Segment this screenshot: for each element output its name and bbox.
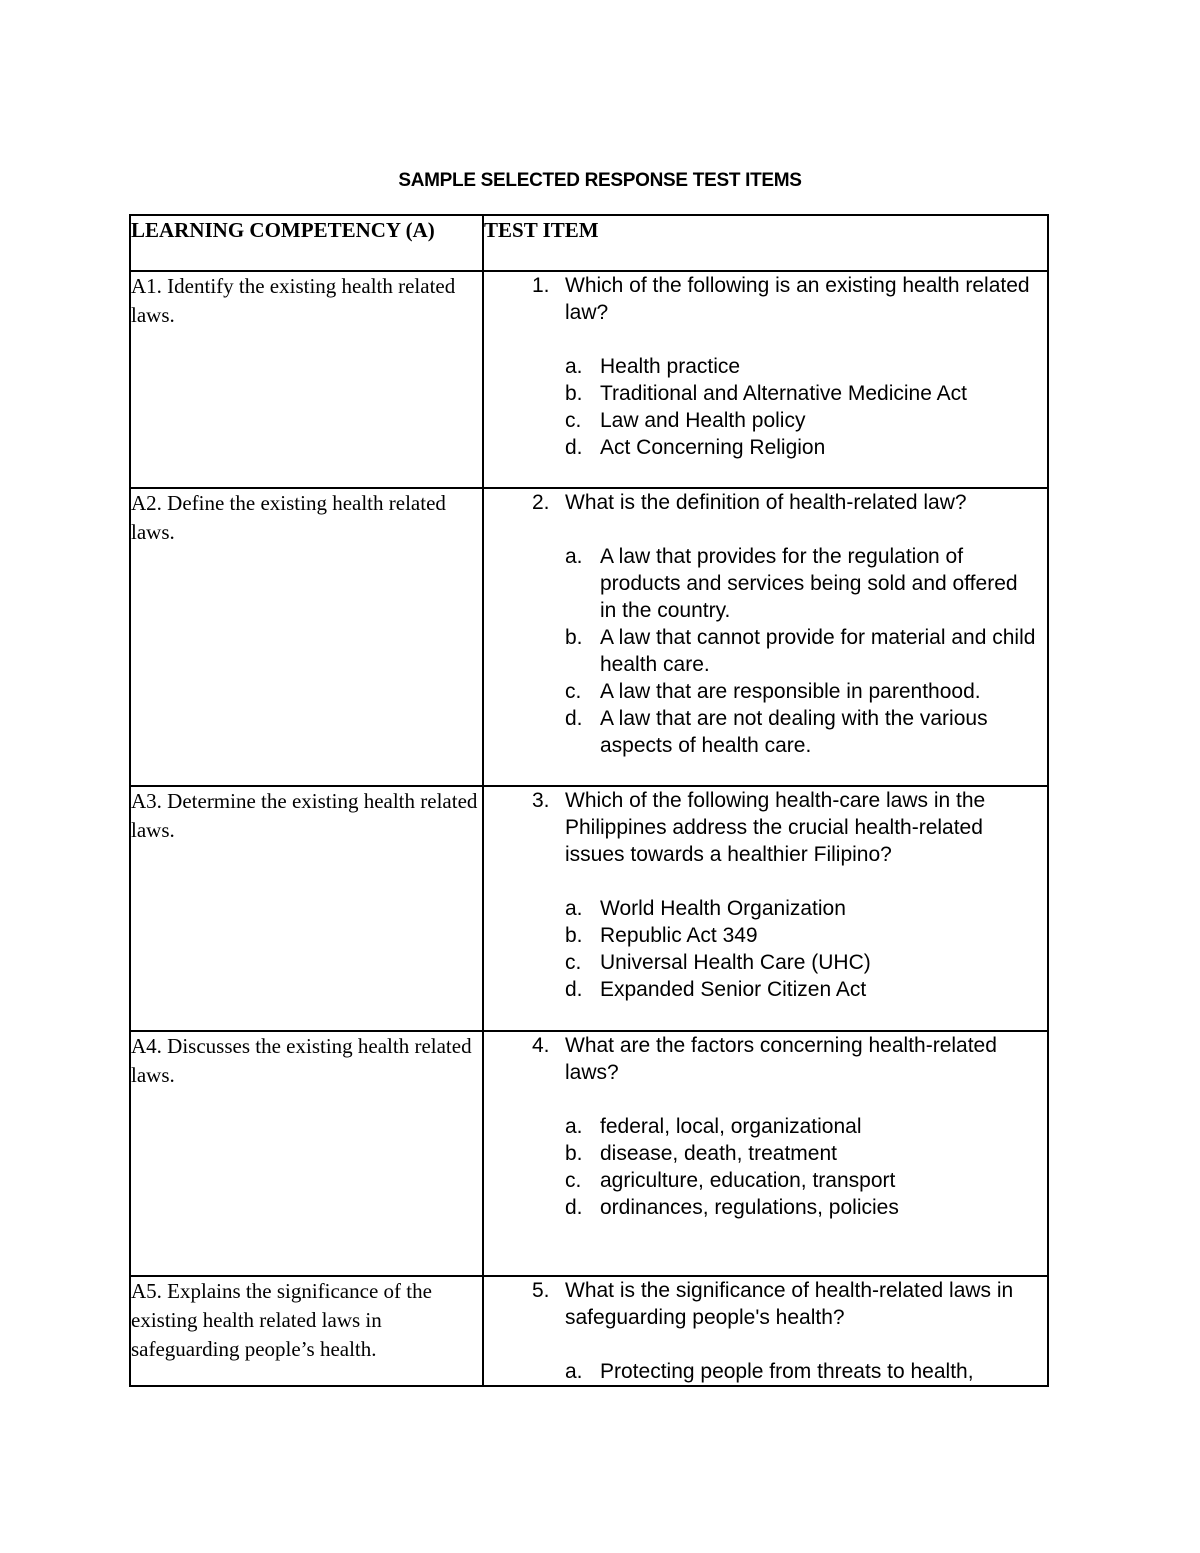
header-competency: LEARNING COMPETENCY (A) bbox=[130, 215, 483, 271]
option-text: Universal Health Care (UHC) bbox=[600, 951, 871, 974]
table-header-row bbox=[130, 215, 1048, 271]
list-item bbox=[484, 895, 1047, 922]
options-list bbox=[484, 543, 1047, 759]
question-text: What is the significance of health-related laws in safeguarding people's health? bbox=[565, 1279, 1014, 1329]
question-number: 4. bbox=[532, 1034, 550, 1057]
header-test-item: TEST ITEM bbox=[483, 215, 1048, 271]
option-letter: c. bbox=[565, 951, 582, 974]
option-letter: d. bbox=[565, 1196, 583, 1219]
list-item bbox=[484, 922, 1047, 949]
options-list bbox=[484, 1358, 1047, 1385]
list-item bbox=[484, 678, 1047, 705]
option-letter: a. bbox=[565, 355, 583, 378]
list-item bbox=[484, 976, 1047, 1003]
page-title: SAMPLE SELECTED RESPONSE TEST ITEMS bbox=[398, 170, 802, 191]
option-text: Protecting people from threats to health, bbox=[600, 1360, 974, 1383]
test-item-cell bbox=[483, 1276, 1048, 1386]
table-row bbox=[130, 1031, 1048, 1276]
option-letter: d. bbox=[565, 707, 583, 730]
list-item bbox=[484, 1167, 1047, 1194]
option-letter: a. bbox=[565, 1115, 583, 1138]
question-number: 5. bbox=[532, 1279, 550, 1302]
option-letter: d. bbox=[565, 978, 583, 1001]
test-item-cell bbox=[483, 786, 1048, 1031]
list-item bbox=[484, 543, 1047, 624]
competency-text: . Define the existing health related laws. bbox=[131, 491, 446, 544]
competency-cell bbox=[130, 271, 483, 488]
list-item bbox=[484, 949, 1047, 976]
options-list bbox=[484, 1113, 1047, 1221]
test-item-cell bbox=[483, 1031, 1048, 1276]
list-item bbox=[484, 705, 1047, 759]
option-text: Expanded Senior Citizen Act bbox=[600, 978, 867, 1001]
option-letter: b. bbox=[565, 924, 583, 947]
competency-code: A2 bbox=[131, 491, 157, 515]
list-item bbox=[484, 1358, 1047, 1385]
option-letter: d. bbox=[565, 436, 583, 459]
competency-code: A1 bbox=[131, 274, 157, 298]
table-row bbox=[130, 488, 1048, 786]
list-item bbox=[484, 434, 1047, 461]
options-list bbox=[484, 895, 1047, 1003]
question-text: What are the factors concerning health-related laws? bbox=[565, 1034, 997, 1084]
option-text: Republic Act 349 bbox=[600, 924, 758, 947]
competency-code: A3 bbox=[131, 789, 157, 813]
option-text: Law and Health policy bbox=[600, 409, 806, 432]
list-item bbox=[484, 1140, 1047, 1167]
question-text: What is the definition of health-related law? bbox=[565, 491, 967, 514]
option-text: World Health Organization bbox=[600, 897, 846, 920]
table-row bbox=[130, 1276, 1048, 1386]
option-text: A law that are responsible in parenthood. bbox=[600, 680, 981, 703]
option-text: Act Concerning Religion bbox=[600, 436, 826, 459]
list-item bbox=[484, 624, 1047, 678]
competency-text: . Identify the existing health related laws. bbox=[131, 274, 456, 327]
option-letter: a. bbox=[565, 897, 583, 920]
option-text: ordinances, regulations, policies bbox=[600, 1196, 899, 1219]
option-letter: c. bbox=[565, 680, 582, 703]
option-letter: a. bbox=[565, 1360, 583, 1383]
option-text: agriculture, education, transport bbox=[600, 1169, 896, 1192]
question-text: Which of the following health-care laws in the Philippines address the crucial health-related issues towards a healthier Filipino? bbox=[565, 789, 986, 866]
question-number: 3. bbox=[532, 789, 550, 812]
table-row bbox=[130, 271, 1048, 488]
competency-cell bbox=[130, 1276, 483, 1386]
option-letter: a. bbox=[565, 545, 583, 568]
question-number: 1. bbox=[532, 274, 550, 297]
option-letter: b. bbox=[565, 626, 583, 649]
competency-text: . Determine the existing health related laws. bbox=[131, 789, 478, 842]
option-text: A law that provides for the regulation of products and services being sold and offered in the country. bbox=[600, 545, 1018, 622]
list-item bbox=[484, 1113, 1047, 1140]
competency-code: A4 bbox=[131, 1034, 157, 1058]
option-text: A law that are not dealing with the various aspects of health care. bbox=[600, 707, 988, 757]
competency-text: . Explains the significance of the existing health related laws in safeguarding people’s health. bbox=[131, 1279, 432, 1361]
competency-cell bbox=[130, 488, 483, 786]
option-text: disease, death, treatment bbox=[600, 1142, 837, 1165]
competency-text: . Discusses the existing health related laws. bbox=[131, 1034, 472, 1087]
option-text: Traditional and Alternative Medicine Act bbox=[600, 382, 967, 405]
option-letter: b. bbox=[565, 1142, 583, 1165]
option-letter: b. bbox=[565, 382, 583, 405]
list-item bbox=[484, 380, 1047, 407]
option-letter: c. bbox=[565, 409, 582, 432]
option-text: Health practice bbox=[600, 355, 741, 378]
list-item bbox=[484, 407, 1047, 434]
option-text: A law that cannot provide for material and child health care. bbox=[600, 626, 1036, 676]
question-text: Which of the following is an existing health related law? bbox=[565, 274, 1030, 324]
question-number: 2. bbox=[532, 491, 550, 514]
option-letter: c. bbox=[565, 1169, 582, 1192]
list-item bbox=[484, 1194, 1047, 1221]
test-items-table bbox=[129, 214, 1049, 1387]
competency-code: A5 bbox=[131, 1279, 157, 1303]
competency-cell bbox=[130, 1031, 483, 1276]
option-text: federal, local, organizational bbox=[600, 1115, 862, 1138]
table-row bbox=[130, 786, 1048, 1031]
test-item-cell bbox=[483, 488, 1048, 786]
options-list bbox=[484, 353, 1047, 461]
test-item-cell bbox=[483, 271, 1048, 488]
competency-cell bbox=[130, 786, 483, 1031]
list-item bbox=[484, 353, 1047, 380]
